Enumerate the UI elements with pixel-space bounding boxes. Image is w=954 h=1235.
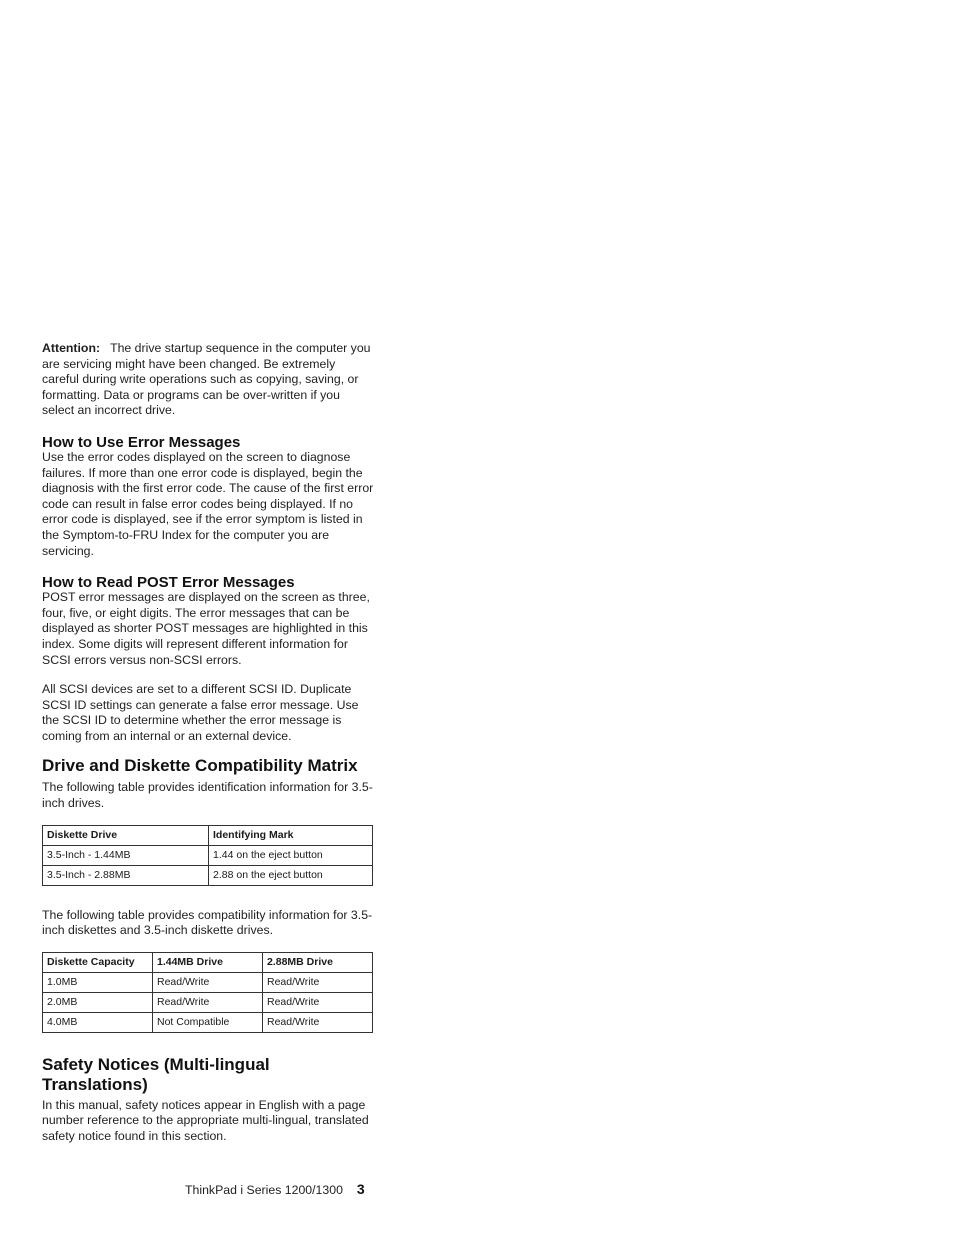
table-cell: Read/Write bbox=[153, 972, 263, 992]
table-row bbox=[43, 972, 373, 992]
table-row bbox=[43, 845, 373, 865]
diskette-compatibility-table bbox=[42, 952, 373, 1033]
page-content bbox=[42, 341, 374, 1145]
attention-text: The drive startup sequence in the computer you are servicing might have been changed. Be extremely careful during write operations such as copying, saving, or formatting. Data or programs can be over-written if you select an incorrect drive. bbox=[42, 341, 371, 418]
compatibility-matrix-heading: Drive and Diskette Compatibility Matrix bbox=[42, 756, 358, 776]
table-row bbox=[43, 1012, 373, 1032]
post-errors-text-2: All SCSI devices are set to a different SCSI ID. Duplicate SCSI ID settings can generate a false error message. Use the SCSI ID to determine whether the error message is coming from an internal or an external device. bbox=[42, 682, 359, 743]
footer-title: ThinkPad i Series 1200/1300 bbox=[185, 1183, 343, 1197]
table-header-cell: Diskette Capacity bbox=[43, 952, 153, 972]
table-cell: Not Compatible bbox=[153, 1012, 263, 1032]
table-header-cell: 1.44MB Drive bbox=[153, 952, 263, 972]
table-cell: Read/Write bbox=[153, 992, 263, 1012]
drive-identification-table bbox=[42, 825, 373, 886]
table-cell: Read/Write bbox=[263, 1012, 373, 1032]
matrix-intro-2: The following table provides compatibility information for 3.5-inch diskettes and 3.5-inch diskette drives. bbox=[42, 907, 373, 938]
table-header-cell: Identifying Mark bbox=[209, 825, 373, 845]
matrix-intro-1: The following table provides identification information for 3.5-inch drives. bbox=[42, 780, 373, 811]
page-footer bbox=[185, 1181, 365, 1197]
table-header-row bbox=[43, 952, 373, 972]
safety-notices-heading: Safety Notices (Multi-lingual Translations) bbox=[42, 1054, 270, 1094]
table-cell: 2.88 on the eject button bbox=[209, 865, 373, 885]
page-number: 3 bbox=[356, 1181, 365, 1197]
table-cell: 1.44 on the eject button bbox=[209, 845, 373, 865]
table-cell: Read/Write bbox=[263, 972, 373, 992]
post-errors-text-1: POST error messages are displayed on the screen as three, four, five, or eight digits. The error messages that can be displayed as shorter POST messages are highlighted in this index. Some digits will represent different information for SCSI errors versus non-SCSI errors. bbox=[42, 590, 370, 667]
table-row bbox=[43, 865, 373, 885]
attention-label: Attention: bbox=[42, 341, 101, 355]
table-cell: 3.5-Inch - 2.88MB bbox=[43, 865, 209, 885]
use-error-messages-text: Use the error codes displayed on the screen to diagnose failures. If more than one error code is displayed, begin the diagnosis with the first error code. The cause of the first error code can result in false error codes being displayed. If no error code is displayed, see if the error symptom is listed in the Symptom-to-FRU Index for the computer you are servicing. bbox=[42, 449, 374, 558]
table-cell: 3.5-Inch - 1.44MB bbox=[43, 845, 209, 865]
attention-notice bbox=[42, 341, 374, 419]
table-cell: Read/Write bbox=[263, 992, 373, 1012]
read-post-errors-heading: How to Read POST Error Messages bbox=[42, 574, 295, 592]
table-cell: 1.0MB bbox=[43, 972, 153, 992]
use-error-messages-heading: How to Use Error Messages bbox=[42, 433, 241, 451]
table-row bbox=[43, 992, 373, 1012]
table-cell: 4.0MB bbox=[43, 1012, 153, 1032]
table-cell: 2.0MB bbox=[43, 992, 153, 1012]
table-header-row bbox=[43, 825, 373, 845]
table-header-cell: Diskette Drive bbox=[43, 825, 209, 845]
table-header-cell: 2.88MB Drive bbox=[263, 952, 373, 972]
safety-notices-text: In this manual, safety notices appear in English with a page number reference to the appropriate multi-lingual, translated safety notice found in this section. bbox=[42, 1097, 369, 1144]
